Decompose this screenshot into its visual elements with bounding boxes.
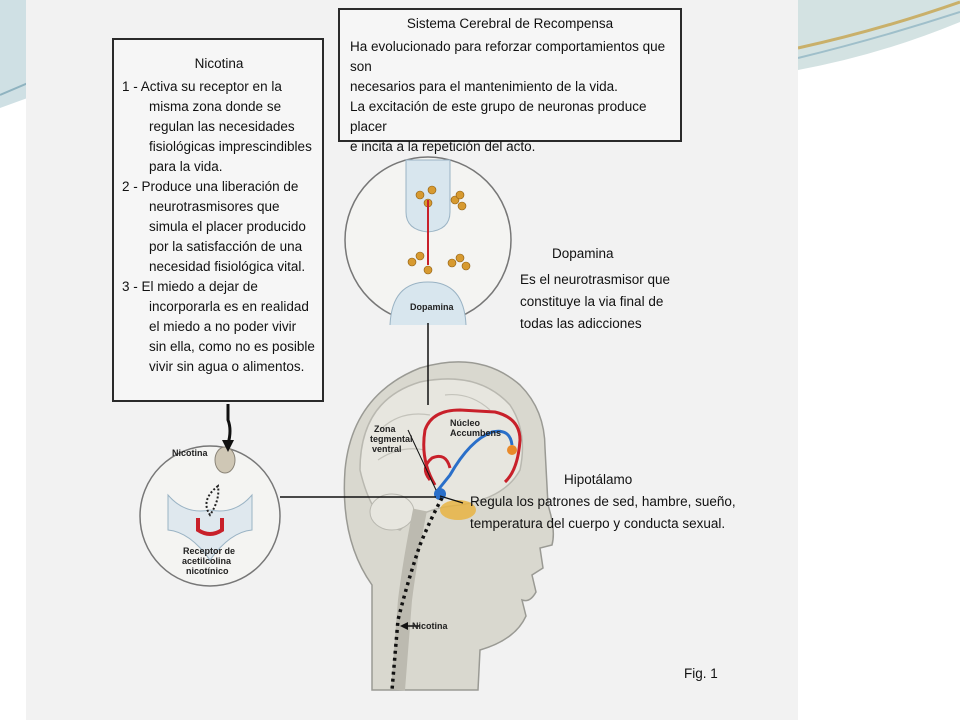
receptor-label-1: Receptor de xyxy=(183,546,236,556)
receptor-label-2: acetilcolina xyxy=(182,556,232,566)
reward-system-box xyxy=(338,8,682,154)
figure-number: Fig. 1 xyxy=(684,666,718,681)
dopamine-circle-label: Dopamina xyxy=(410,302,454,312)
reward-line-4: e incita a la repetición del acto. xyxy=(350,139,536,154)
nicotine-effect-1: 1 - Activa su receptor en la misma zona donde se regulan las necesidades fisiológicas imprescindibles para la vida. xyxy=(122,79,312,174)
dopamine-line-2: constituye la via final de xyxy=(520,294,664,309)
pathway-orange-node xyxy=(507,445,517,455)
reward-system-title: Sistema Cerebral de Recompensa xyxy=(406,16,614,31)
vta-label-3: ventral xyxy=(372,444,402,454)
reward-line-2: necesarios para el mantenimiento de la vida. xyxy=(350,79,618,94)
dopamine-title: Dopamina xyxy=(552,246,614,261)
cerebellum xyxy=(370,494,414,530)
dopamine-line-1: Es el neurotrasmisor que xyxy=(520,272,671,287)
accumbens-label-1: Núcleo xyxy=(450,418,481,428)
nicotine-box-title: Nicotina xyxy=(194,56,244,71)
receptor-nicotine-label: Nicotina xyxy=(172,448,208,458)
nicotine-effect-2: 2 - Produce una liberación de neurotrasmisores que simula el placer producido por la satisfacción de una necesidad fisiológica vital. xyxy=(122,179,306,274)
hypothalamus-line-1: Regula los patrones de sed, hambre, sueño, xyxy=(470,494,736,509)
reward-line-1: Ha evolucionado para reforzar comportamientos que son xyxy=(350,39,666,74)
reward-line-3: La excitación de este grupo de neuronas produce placer xyxy=(350,99,647,134)
arrow-to-receptor xyxy=(228,404,230,444)
dopamine-line-3: todas las adicciones xyxy=(520,316,642,331)
receptor-label-3: nicotínico xyxy=(186,566,229,576)
nicotine-molecule xyxy=(215,447,235,473)
accumbens-label-2: Accumbens xyxy=(450,428,502,438)
nicotine-path-label: Nicotina xyxy=(412,621,448,631)
vta-label-2: tegmental xyxy=(370,434,413,444)
nicotine-effects-list xyxy=(122,77,316,377)
hypothalamus-line-2: temperatura del cuerpo y conducta sexual. xyxy=(470,516,726,531)
nicotine-box xyxy=(112,38,324,402)
nicotine-effect-3: 3 - El miedo a dejar de incorporarla es en realidad el miedo a no poder vivir sin ella, como no es posible vivir sin agua o alimentos. xyxy=(122,279,315,374)
hypothalamus-title: Hipotálamo xyxy=(564,472,633,487)
vta-label-1: Zona xyxy=(374,424,396,434)
